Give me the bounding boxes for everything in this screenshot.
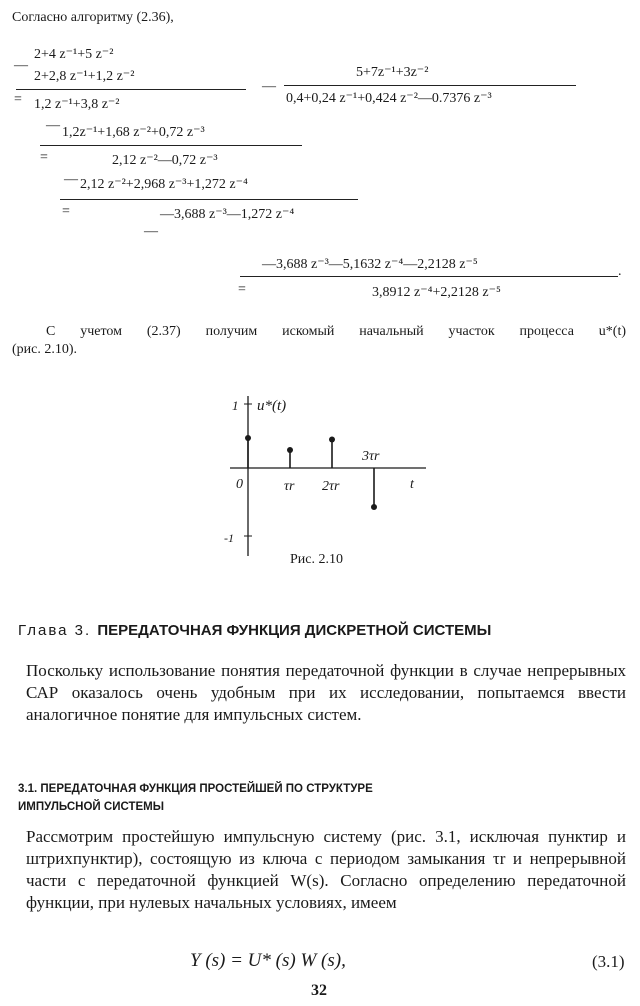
right-numerator: 5+7z⁻¹+3z⁻² <box>356 65 429 80</box>
minus-sign: — <box>14 58 28 73</box>
origin-label: 0 <box>236 477 243 492</box>
section-heading-line: 3.1. ПЕРЕДАТОЧНАЯ ФУНКЦИЯ ПРОСТЕЙШЕЙ ПО СТРУКТУРЕ <box>18 783 373 795</box>
y-axis-label: u*(t) <box>257 398 287 414</box>
equals-sign: = <box>40 150 48 165</box>
x-axis-label: t <box>410 477 414 492</box>
formula-number: (3.1) <box>592 952 625 971</box>
y-tick-label-bottom: -1 <box>224 531 234 545</box>
final-denominator: 3,8912 z⁻⁴+2,2128 z⁻⁵ <box>372 285 501 300</box>
final-numerator: —3,688 z⁻³—5,1632 z⁻⁴—2,2128 z⁻⁵ <box>262 257 478 272</box>
equals-sign: = <box>14 92 22 107</box>
stem-point-3 <box>371 504 377 510</box>
intro-text: Согласно алгоритму (2.36), <box>12 10 174 25</box>
page-number: 32 <box>311 982 327 999</box>
formula: Y (s) = U* (s) W (s), <box>190 950 346 971</box>
minus-sign: — <box>262 79 276 94</box>
chapter-title: ПЕРЕДАТОЧНАЯ ФУНКЦИЯ ДИСКРЕТНОЙ СИСТЕМЫ <box>97 622 492 639</box>
y-tick-label-top: 1 <box>232 398 239 413</box>
section-heading-line: ИМПУЛЬСНОЙ СИСТЕМЫ <box>18 801 165 813</box>
chapter-prefix: Глава 3. <box>18 622 92 639</box>
figure-caption: Рис. 2.10 <box>290 552 343 567</box>
paragraph-line: С учетом (2.37) получим искомый начальный участок процесса u*(t) <box>46 324 626 339</box>
paragraph-line: (рис. 2.10). <box>12 342 78 357</box>
division-row-2: 2+2,8 z⁻¹+1,2 z⁻² <box>34 69 135 84</box>
equals-sign: = <box>62 204 70 219</box>
x-tick-label-2: 2τr <box>322 479 340 494</box>
x-tick-label-1: τr <box>284 479 295 494</box>
paragraph: Поскольку использование понятия передаточной функции в случае непрерывных САР оказалось очень удобным при их исследовании, попытаемся ввести аналогичное понятие для импульсных систем. <box>26 661 626 724</box>
paragraph: Рассмотрим простейшую импульсную систему (рис. 3.1, исключая пунктир и штрихпунктир), состоящую из ключа с периодом замыкания τr и непрерывной части с передаточной функцией W(s). Согласно определению передаточной функции, при нулевых начальных условиях, имеем <box>26 827 626 912</box>
stem-point-1 <box>287 447 293 453</box>
division-row-7: —3,688 z⁻³—1,272 z⁻⁴ <box>160 207 295 222</box>
division-row-1: 2+4 z⁻¹+5 z⁻² <box>34 47 114 62</box>
minus-sign: — <box>46 118 60 133</box>
division-row-4: 1,2z⁻¹+1,68 z⁻²+0,72 z⁻³ <box>62 125 205 140</box>
chapter-heading <box>18 622 491 639</box>
equals-sign: = <box>238 282 246 297</box>
x-tick-label-3: 3τr <box>362 449 380 464</box>
stem-point-2 <box>329 437 335 443</box>
division-row-5: 2,12 z⁻²—0,72 z⁻³ <box>112 153 218 168</box>
minus-sign: — <box>144 224 158 239</box>
right-denominator: 0,4+0,24 z⁻¹+0,424 z⁻²—0.7376 z⁻³ <box>286 91 492 106</box>
stem-point-0 <box>245 435 251 441</box>
division-row-3: 1,2 z⁻¹+3,8 z⁻² <box>34 97 120 112</box>
division-row-6: 2,12 z⁻²+2,968 z⁻³+1,272 z⁻⁴ <box>80 177 248 192</box>
minus-sign: — <box>64 172 78 187</box>
section-heading <box>18 780 373 816</box>
final-dot: . <box>618 264 622 279</box>
